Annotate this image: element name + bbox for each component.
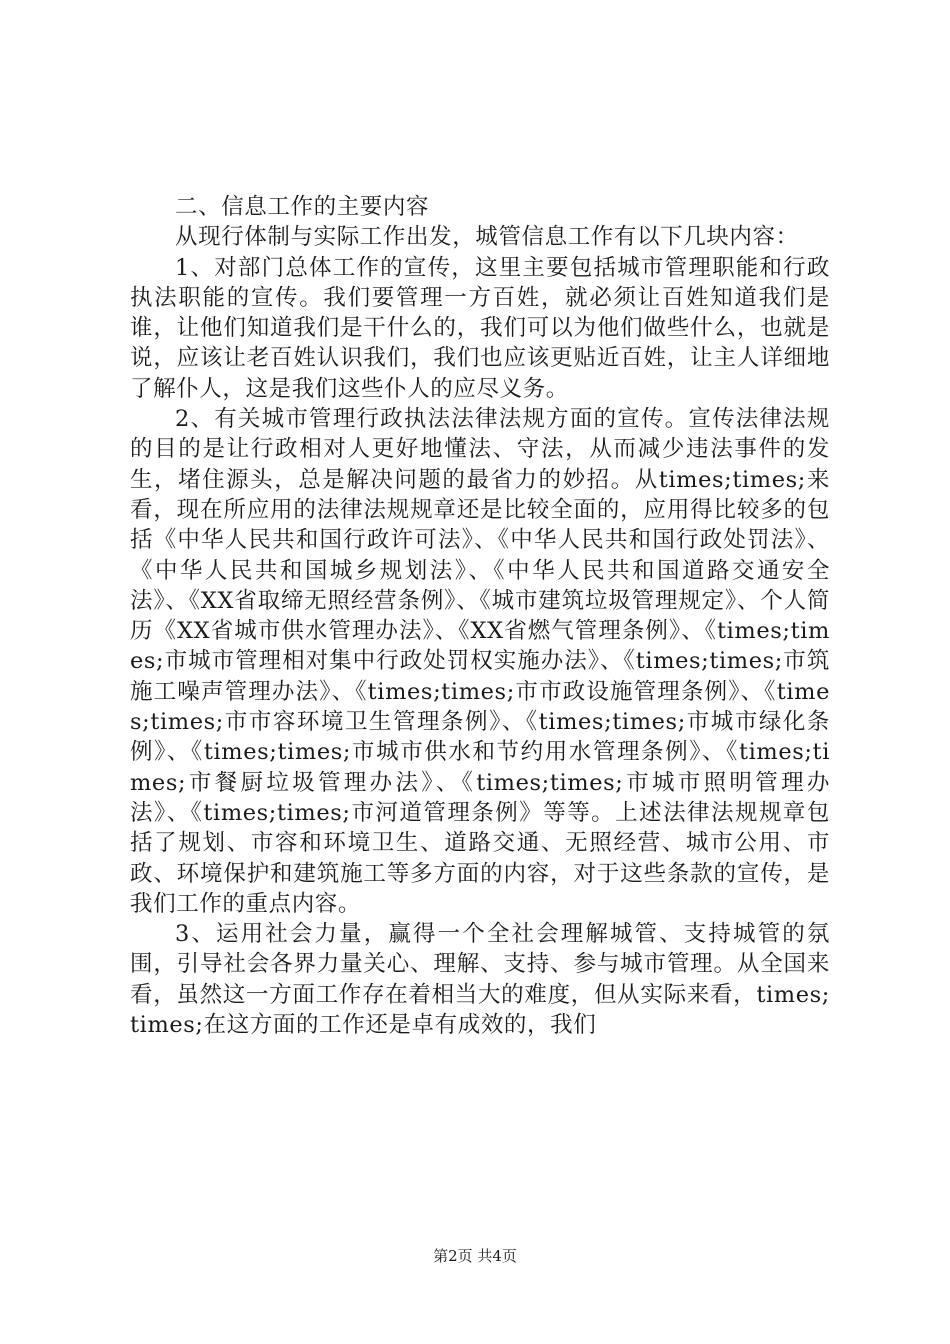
paragraph-item-3: 3、运用社会力量，赢得一个全社会理解城管、支持城管的氛围，引导社会各界力量关心、理解、支持、参与城市管理。从全国来看，虽然这一方面工作存在着相当大的难度，但从实际来看，times;times;在这方面的工作还是卓有成效的，我们 <box>130 921 830 1039</box>
paragraph-intro: 从现行体制与实际工作出发，城管信息工作有以下几块内容： <box>175 224 799 251</box>
paragraph-item-1: 1、对部门总体工作的宣传，这里主要包括城市管理职能和行政执法职能的宣传。我们要管理一方百姓，就必须让百姓知道我们是谁，让他们知道我们是干什么的，我们可以为他们做些什么，也就是说，应该让老百姓认识我们，我们也应该更贴近百姓，让主人详细地了解仆人，这是我们这些仆人的应尽义务。 <box>130 254 830 402</box>
page-number-footer: 第2页 共4页 <box>433 1247 517 1265</box>
document-body <box>130 192 830 1040</box>
paragraph-item-2: 2、有关城市管理行政执法法律法规方面的宣传。宣传法律法规的目的是让行政相对人更好地懂法、守法，从而减少违法事件的发生，堵住源头，总是解决问题的最省力的妙招。从times;times;来看，现在所应用的法律法规规章还是比较全面的，应用得比较多的包括《中华人民共和国行政许可法》、《中华人民共和国行政处罚法》、《中华人民共和国城乡规划法》、《中华人民共和国道路交通安全法》、《XX省取缔无照经营条例》、《城市建筑垃圾管理规定》、个人简历《XX省城市供水管理办法》、《XX省燃气管理条例》、《times;times;市城市管理相对集中行政处罚权实施办法》、《times;times;市筑施工噪声管理办法》、《times;times;市市政设施管理条例》、《times;times;市市容环境卫生管理条例》、《times;times;市城市绿化条例》、《times;times;市城市供水和节约用水管理条例》、《times;times;市餐厨垃圾管理办法》、《times;times;市城市照明管理办法》、《times;times;市河道管理条例》等等。上述法律法规规章包括了规划、市容和环境卫生、道路交通、无照经营、城市公用、市政、环境保护和建筑施工等多方面的内容，对于这些条款的宣传，是我们工作的重点内容。 <box>130 406 830 917</box>
section-heading: 二、信息工作的主要内容 <box>175 194 430 220</box>
